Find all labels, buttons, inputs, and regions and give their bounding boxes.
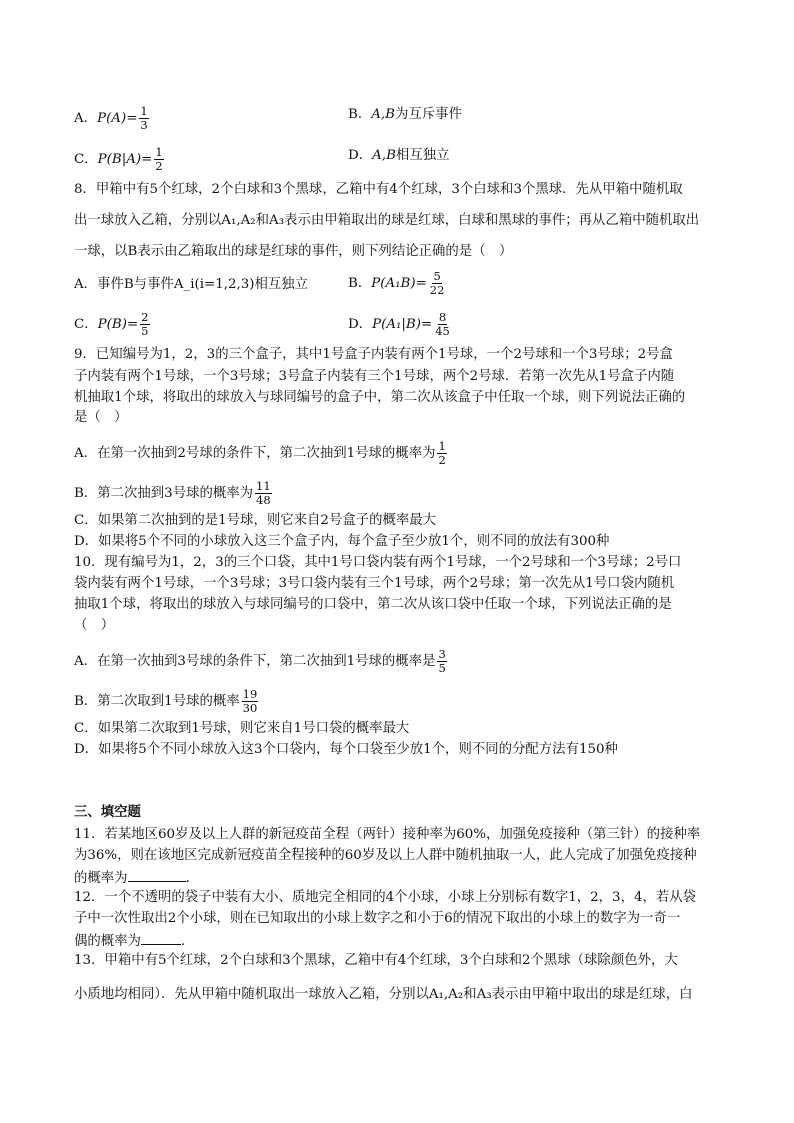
q8-line-3: 一球，以B表示由乙箱取出的球是红球的事件，则下列结论正确的是（ ） <box>74 244 513 259</box>
q10-line-1: 10．现有编号为1，2，3的三个口袋，其中1号口袋内装有两个1号球，一个2号球和一个3号球；2号口 <box>74 555 682 570</box>
q8-line-1: 8．甲箱中有5个红球，2个白球和3个黑球，乙箱中有4个红球，3个白球和3个黑球．先从甲箱中随机取 <box>74 182 683 197</box>
q9-option-c: C．如果第二次抽到的是1号球，则它来自2号盒子的概率最大 <box>74 513 437 528</box>
frac-den: 5 <box>141 324 149 338</box>
q9-option-a <box>74 440 449 467</box>
q9-line-2: 子内装有两个1号球，一个3号球；3号盒子内装有三个1号球，两个2号球．若第一次先从1号盒子内随 <box>74 369 675 384</box>
q10-option-a <box>74 648 449 675</box>
option-label: C． <box>74 317 98 332</box>
frac-den: 5 <box>438 661 446 675</box>
q12-line-1: 12．一个不透明的袋子中装有大小、质地完全相同的4个小球，小球上分别标有数字1，2，3，4，若从袋 <box>74 890 697 905</box>
q11-line-2: 为36%，则在该地区完成新冠疫苗全程接种的60岁及以上人群中随机抽取一人，此人完成了加强免疫接种 <box>74 848 697 863</box>
answer-blank[interactable] <box>128 867 186 882</box>
frac-den: 3 <box>140 118 148 132</box>
frac-num: 11 <box>256 479 271 493</box>
option-label: D． <box>348 148 373 163</box>
math-expr: A,B <box>372 148 396 163</box>
option-label: B． <box>348 276 372 291</box>
question-text-end: ． <box>185 871 199 886</box>
q7-option-b <box>348 105 462 125</box>
frac-den: 22 <box>429 283 445 297</box>
q10-line-4: （ ） <box>74 618 115 633</box>
option-label: A． <box>74 111 98 126</box>
math-expr: P(A)= <box>97 111 138 126</box>
q9-line-3: 机抽取1个球，将取出的球放入与球同编号的盒子中，第二次从该盒子中任取一个球，则下列说法正确的 <box>74 390 686 405</box>
q8-option-a: A．事件B与事件A_i(i=1,2,3)相互独立 <box>74 277 309 292</box>
q8-option-d <box>348 311 453 338</box>
option-text: 相互独立 <box>395 148 450 163</box>
q7-option-d <box>348 146 449 166</box>
option-text: 为互斥事件 <box>395 107 462 122</box>
q7-option-a <box>74 105 151 132</box>
question-text-end: ． <box>180 934 195 949</box>
fraction <box>242 688 259 715</box>
math-expr: P(B|A)= <box>97 152 153 167</box>
q8-line-2: 出一球放入乙箱，分别以A₁,A₂和A₃表示由甲箱取出的球是红球，白球和黑球的事件；再从乙箱中随机取出 <box>74 213 700 228</box>
option-text: A．在第一次抽到2号球的条件下，第二次抽到1号球的概率为 <box>74 446 436 461</box>
q10-option-b <box>74 688 260 715</box>
q9-line-4: 是（ ） <box>74 410 128 425</box>
math-expr: P(B)= <box>97 317 139 332</box>
frac-num: 5 <box>433 269 441 283</box>
fraction <box>154 146 163 173</box>
q13-line-2: 小质地均相同）．先从甲箱中随机取出一球放入乙箱，分别以A₁,A₂和A₃表示由甲箱中取出的球是红球，白 <box>74 987 693 1002</box>
frac-den: 2 <box>438 453 446 467</box>
q8-option-b <box>348 270 447 297</box>
math-expr: A,B <box>371 107 396 122</box>
frac-den: 30 <box>242 701 258 715</box>
option-label: B． <box>348 107 372 122</box>
fraction <box>437 648 446 675</box>
q13-line-1: 13．甲箱中有5个红球，2个白球和3个黑球，乙箱中有4个红球，3个白球和2个黑球（球除颜色外，大 <box>74 953 678 968</box>
answer-blank[interactable] <box>141 930 181 945</box>
section-title: 三、填空题 <box>74 804 141 820</box>
option-text: A．在第一次抽到3号球的条件下，第二次抽到1号球的概率是 <box>74 654 436 669</box>
math-expr: P(A₁|B)= <box>372 317 433 332</box>
frac-num: 3 <box>438 647 446 661</box>
q9-line-1: 9．已知编号为1，2，3的三个盒子，其中1号盒子内装有两个1号球，一个2号球和一个3号球；2号盒 <box>74 347 673 362</box>
q11-line-1: 11．若某地区60岁及以上人群的新冠疫苗全程（两针）接种率为60%，加强免疫接种（第三针）的接种率 <box>74 827 701 842</box>
q12-line-3 <box>74 930 194 952</box>
fraction <box>437 440 446 467</box>
q10-option-d: D．如果将5个不同小球放入这3个口袋内，每个口袋至少放1个，则不同的分配方法有150种 <box>74 742 618 757</box>
q9-option-d: D．如果将5个不同的小球放入这三个盒子内，每个盒子至少放1个，则不同的放法有300种 <box>74 534 610 549</box>
frac-den: 45 <box>435 324 450 338</box>
q7-option-c <box>74 146 166 173</box>
fraction <box>429 270 446 297</box>
option-text: B．第二次取到1号球的概率 <box>74 694 240 709</box>
option-label: C． <box>74 152 98 167</box>
q12-line-2: 子中一次性取出2个小球，则在已知取出的小球上数字之和小于6的情况下取出的小球上的数字为一奇一 <box>74 911 681 926</box>
option-label: D． <box>348 317 373 332</box>
q10-line-2: 袋内装有两个1号球，一个3号球；3号口袋内装有三个1号球，两个2号球；第一次先从1号口袋内随机 <box>74 576 675 591</box>
frac-den: 2 <box>155 159 163 173</box>
option-text: B．第二次抽到3号球的概率为 <box>74 486 254 501</box>
fraction <box>434 311 451 338</box>
fraction <box>140 311 149 338</box>
frac-num: 1 <box>140 104 148 118</box>
fraction <box>255 480 272 507</box>
frac-num: 2 <box>141 310 149 324</box>
q9-option-b <box>74 480 274 507</box>
q10-line-3: 抽取1个球，将取出的球放入与球同编号的口袋中，第二次从该口袋中任取一个球，下列说法正确的是 <box>74 597 672 612</box>
frac-num: 8 <box>438 310 447 324</box>
math-expr: P(A₁B)= <box>371 276 427 291</box>
fraction <box>139 105 148 132</box>
q8-option-c <box>74 311 152 338</box>
question-text: 偶的概率为 <box>74 934 141 949</box>
frac-num: 1 <box>155 145 163 159</box>
q11-line-3 <box>74 867 199 889</box>
frac-num: 1 <box>438 439 446 453</box>
q10-option-c: C．如果第二次取到1号球，则它来自1号口袋的概率最大 <box>74 721 410 736</box>
frac-den: 48 <box>256 493 271 507</box>
frac-num: 19 <box>242 687 258 701</box>
question-text: 的概率为 <box>74 871 128 886</box>
